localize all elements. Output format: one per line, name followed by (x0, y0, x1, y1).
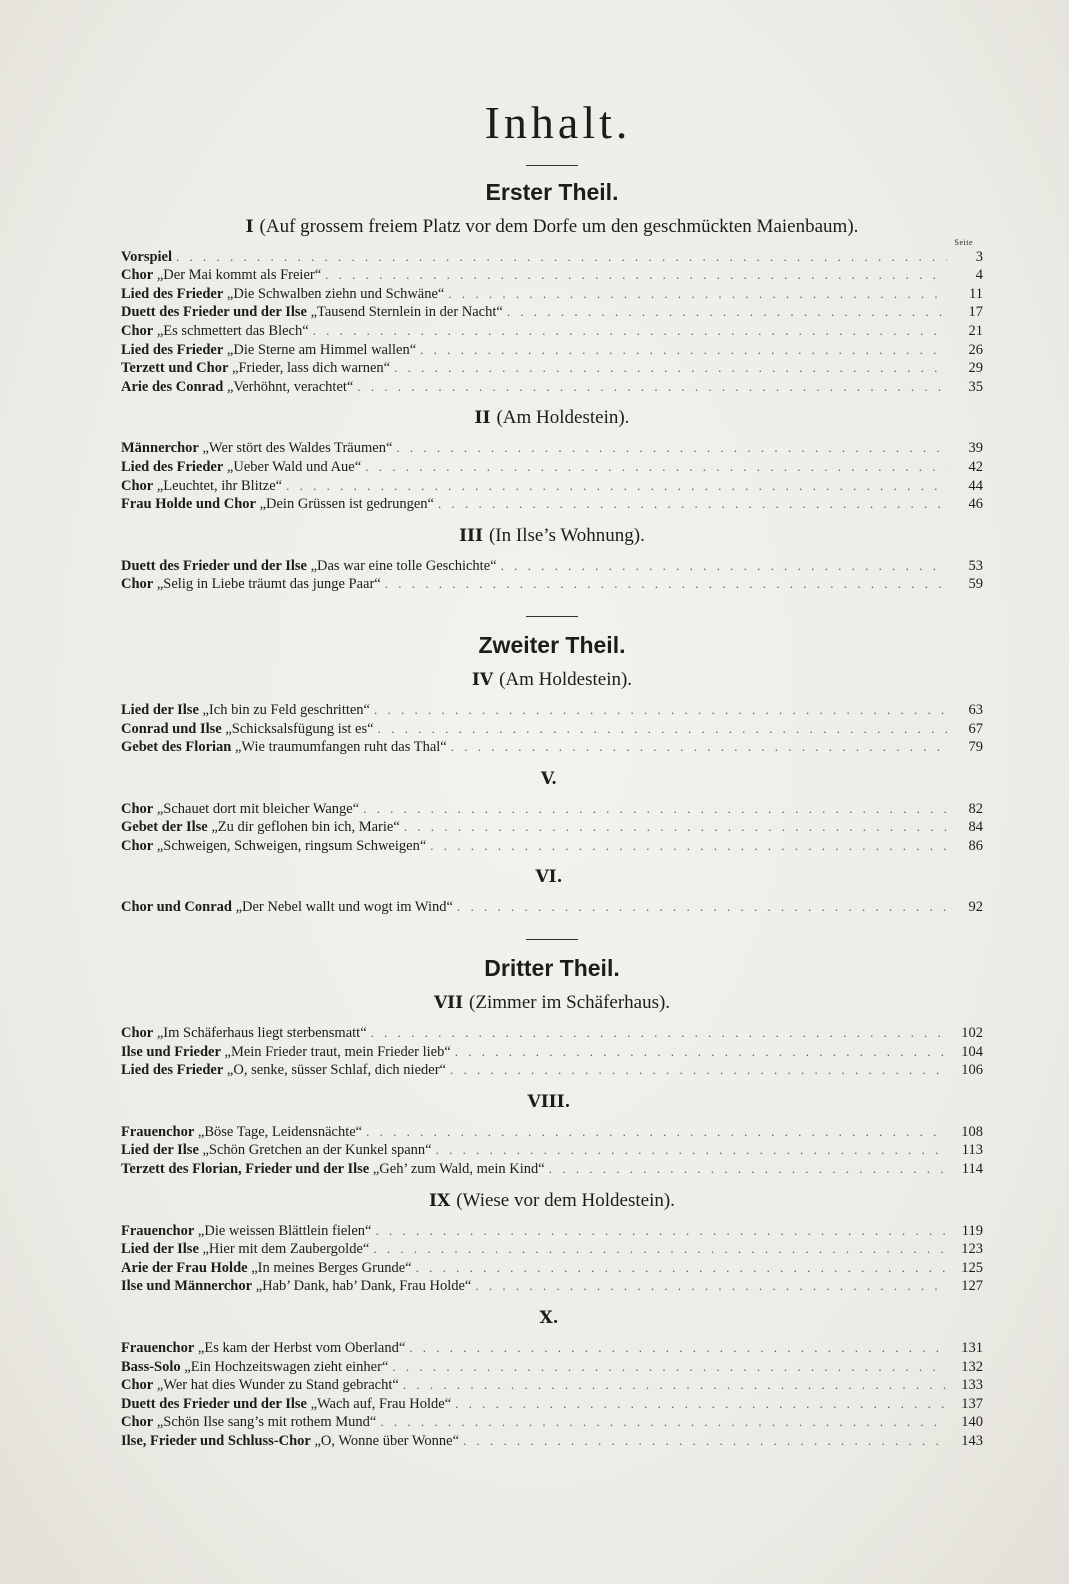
leader-dots (371, 1024, 947, 1042)
entry-label (121, 360, 390, 378)
toc-entry (121, 341, 983, 360)
toc-entry (121, 837, 983, 856)
seite-label: Seite (954, 237, 973, 247)
page-number: 108 (961, 1123, 983, 1140)
entry-performer: Lied der Ilse (121, 1142, 199, 1159)
part-title: Dritter Theil. (484, 955, 620, 982)
leader-dots (403, 1376, 947, 1394)
toc-entry (121, 701, 983, 720)
section-description: (Wiese vor dem Holdestein). (456, 1189, 675, 1211)
heading-spacer (121, 429, 983, 439)
page-number: 17 (968, 304, 983, 321)
leader-dots (438, 495, 947, 513)
leader-dots (380, 1413, 947, 1431)
toc-entry (121, 1376, 983, 1395)
entry-label (121, 558, 497, 576)
leader-dots (325, 266, 947, 284)
section-number: VIII. (527, 1091, 571, 1112)
entry-performer: Männerchor (121, 440, 199, 457)
toc-entry (121, 1123, 983, 1142)
entry-title: „Zu dir geflohen bin ich, Marie“ (207, 819, 400, 836)
section-spacer (121, 1296, 983, 1307)
toc-entry (121, 359, 983, 378)
entry-label (121, 739, 447, 757)
section-spacer (121, 982, 983, 992)
heading-spacer (121, 790, 983, 800)
entry-title: „Der Nebel wallt und wogt im Wind“ (231, 899, 453, 916)
section-number: IX (429, 1190, 451, 1211)
heading-spacer (121, 1329, 983, 1339)
page-number: 21 (968, 322, 983, 339)
entry-performer: Lied des Frieder (121, 285, 224, 302)
entry-title: „Die Sterne am Himmel wallen“ (223, 341, 417, 358)
page-number: 35 (968, 378, 983, 395)
entry-label (121, 1433, 459, 1451)
leader-dots (385, 575, 947, 593)
entry-title: „Verhöhnt, verachtet“ (223, 378, 354, 395)
entry-performer: Chor (121, 800, 154, 817)
section-description: (In Ilse’s Wohnung). (488, 524, 645, 546)
leader-dots (392, 1358, 947, 1376)
leader-dots (451, 738, 947, 756)
section-heading (121, 866, 983, 888)
entry-performer: Gebet des Florian (121, 739, 232, 756)
section-spacer (121, 757, 983, 768)
entry-performer: Vorspiel (121, 248, 173, 265)
entry-title: „Die Schwalben ziehn und Schwäne“ (223, 285, 445, 302)
entry-list (121, 1024, 983, 1080)
section-number: VII (433, 993, 464, 1014)
entry-label (121, 249, 172, 267)
section-spacer (121, 396, 983, 407)
entry-performer: Conrad und Ilse (121, 720, 222, 737)
entry-label (121, 1142, 432, 1160)
leader-dots (409, 1339, 947, 1357)
entry-label (121, 1260, 412, 1278)
leader-dots (507, 303, 947, 321)
entry-performer: Bass-Solo (121, 1358, 181, 1375)
section-number: III (459, 525, 483, 546)
section-heading (121, 525, 983, 547)
toc-entry (121, 248, 983, 267)
entry-performer: Chor (121, 837, 154, 854)
leader-dots (501, 557, 947, 575)
entry-label (121, 379, 353, 397)
entry-performer: Chor (121, 1025, 154, 1042)
page-number: 131 (961, 1340, 983, 1356)
section-spacer (121, 206, 983, 216)
entry-title: „Mein Frieder traut, mein Frieder lieb“ (220, 1043, 451, 1060)
entry-label (121, 819, 400, 837)
entry-title: „Es schmettert das Blech“ (153, 322, 309, 339)
entry-performer: Frauenchor (121, 1123, 195, 1140)
entry-performer: Lied des Frieder (121, 1062, 224, 1079)
entry-label (121, 1359, 388, 1377)
leader-dots (420, 341, 947, 359)
heading-spacer (121, 1014, 983, 1024)
section-heading (121, 669, 983, 691)
entry-title: „Das war eine tolle Geschichte“ (306, 557, 497, 574)
entry-list (121, 1339, 983, 1451)
entry-title: „O, Wonne über Wonne“ (310, 1432, 460, 1449)
part-spacer (121, 594, 983, 616)
entry-label (121, 496, 434, 514)
part-spacer (121, 166, 983, 178)
page-number: 125 (961, 1259, 983, 1276)
leader-dots (176, 248, 947, 266)
page-number: 63 (968, 701, 983, 718)
page-number: 102 (961, 1025, 983, 1042)
page-number: 104 (961, 1043, 983, 1060)
page-number: 67 (968, 720, 983, 737)
entry-title: „Böse Tage, Leidensnächte“ (194, 1123, 363, 1140)
leader-dots (396, 439, 947, 457)
page-number: 4 (975, 267, 983, 284)
leader-dots (475, 1277, 947, 1295)
table-of-contents (121, 98, 983, 1451)
toc-entry (121, 1432, 983, 1451)
heading-spacer (121, 691, 983, 701)
entry-performer: Chor (121, 576, 154, 593)
section-number: X. (539, 1308, 559, 1328)
page-number: 114 (961, 1161, 983, 1178)
entry-title: „Hab’ Dank, hab’ Dank, Frau Holde“ (252, 1278, 472, 1295)
section-description: (Am Holdestein). (496, 407, 630, 429)
toc-entry (121, 1141, 983, 1160)
entry-list (121, 1222, 983, 1296)
entry-label (121, 1062, 446, 1080)
part-title: Zweiter Theil. (478, 631, 626, 658)
entry-title: „Schön Gretchen an der Kunkel spann“ (198, 1142, 432, 1159)
section-heading (121, 1190, 983, 1212)
toc-entry (121, 1277, 983, 1296)
entry-title: „Ueber Wald und Aue“ (223, 458, 362, 475)
section-heading (121, 407, 983, 429)
leader-dots (455, 1395, 947, 1413)
section-description: (Auf grossem freiem Platz vor dem Dorfe um den geschmückten Maienbaum). (259, 215, 859, 237)
leader-dots (366, 1123, 947, 1141)
heading-spacer (121, 888, 983, 898)
toc-entry (121, 575, 983, 594)
leader-dots (363, 800, 947, 818)
page-number: 46 (968, 496, 983, 513)
entry-title: „Schweigen, Schweigen, ringsum Schweigen“ (153, 837, 427, 854)
leader-dots (394, 359, 947, 377)
page-number: 92 (968, 899, 983, 916)
section-spacer (121, 659, 983, 669)
page-number: 44 (968, 477, 983, 494)
entry-label (121, 801, 359, 819)
leader-dots (455, 1043, 947, 1061)
page-number: 3 (975, 248, 983, 265)
section-number: II (474, 408, 491, 429)
page-number: 143 (961, 1432, 983, 1449)
toc-entry (121, 477, 983, 496)
entry-label (121, 304, 503, 322)
leader-dots (436, 1141, 947, 1159)
page-number: 133 (961, 1377, 983, 1394)
entry-label (121, 899, 453, 917)
entry-performer: Arie des Conrad (121, 378, 224, 395)
entry-performer: Frauenchor (121, 1340, 195, 1356)
entry-title: „Frieder, lass dich warnen“ (228, 360, 391, 377)
entry-label (121, 1377, 399, 1395)
page-number: 82 (968, 800, 983, 817)
toc-entry (121, 1222, 983, 1241)
entry-label (121, 721, 374, 739)
entry-list (121, 898, 983, 917)
toc-entry (121, 818, 983, 837)
entry-title: „Dein Grüssen ist gedrungen“ (255, 496, 434, 513)
entry-performer: Arie der Frau Holde (121, 1259, 248, 1276)
page-number: 86 (968, 837, 983, 854)
section-description: (Am Holdestein). (499, 668, 633, 690)
toc-entry (121, 1240, 983, 1259)
leader-dots (365, 458, 947, 476)
entry-title: „Wach auf, Frau Holde“ (306, 1395, 452, 1412)
leader-dots (430, 837, 947, 855)
toc-entry (121, 495, 983, 514)
toc-entry (121, 458, 983, 477)
page-number: 119 (961, 1222, 983, 1239)
page-number: 127 (961, 1278, 983, 1295)
section-heading (121, 992, 983, 1014)
entry-list (121, 701, 983, 757)
page-number: 113 (961, 1142, 983, 1159)
entry-performer: Ilse, Frieder und Schluss-Chor (121, 1432, 311, 1449)
heading-spacer (121, 547, 983, 557)
entry-performer: Lied des Frieder (121, 341, 224, 358)
entry-title: „Leuchtet, ihr Blitze“ (153, 477, 283, 494)
entry-list (121, 557, 983, 594)
toc-entry (121, 1395, 983, 1414)
leader-dots (313, 322, 947, 340)
entry-performer: Chor und Conrad (121, 899, 232, 916)
section-heading (121, 1091, 983, 1113)
entry-title: „Wie traumumfangen ruht das Thal“ (231, 739, 447, 756)
section-number: VI. (535, 867, 563, 888)
entry-title: „In meines Berges Grunde“ (247, 1259, 412, 1276)
entry-title: „Tausend Sternlein in der Nacht“ (306, 304, 503, 321)
entry-performer: Chor (121, 1377, 154, 1394)
toc-entry (121, 1413, 983, 1432)
leader-dots (373, 1240, 947, 1258)
page-title: Inhalt. (484, 97, 632, 148)
entry-label (121, 1161, 545, 1179)
entry-title: „Schön Ilse sang’s mit rothem Mund“ (153, 1414, 377, 1431)
entry-label (121, 1340, 405, 1358)
entry-performer: Duett des Frieder und der Ilse (121, 557, 307, 574)
entry-title: „Schicksalsfügung ist es“ (221, 720, 374, 737)
toc-entry (121, 1339, 983, 1358)
toc-entry (121, 1024, 983, 1043)
part-spacer (121, 917, 983, 939)
entry-performer: Ilse und Männerchor (121, 1278, 253, 1295)
entry-title: „O, senke, süsser Schlaf, dich nieder“ (223, 1062, 446, 1079)
part-spacer (121, 617, 983, 631)
leader-dots (549, 1160, 947, 1178)
leader-dots (450, 1061, 947, 1079)
toc-entry (121, 557, 983, 576)
leader-dots (416, 1259, 947, 1277)
part-spacer (121, 940, 983, 954)
section-spacer (121, 1080, 983, 1091)
page-number: 140 (961, 1414, 983, 1431)
heading-spacer (121, 1212, 983, 1222)
entry-performer: Lied des Frieder (121, 458, 224, 475)
entry-title: „Hier mit dem Zaubergolde“ (198, 1241, 370, 1258)
toc-entry (121, 266, 983, 285)
toc-entry (121, 738, 983, 757)
entry-list (121, 800, 983, 856)
toc-entry (121, 439, 983, 458)
entry-label (121, 1025, 367, 1043)
entry-title: „Im Schäferhaus liegt sterbensmatt“ (153, 1025, 367, 1042)
leader-dots (374, 701, 947, 719)
page-number: 53 (968, 557, 983, 574)
page-number: 11 (969, 285, 983, 302)
entry-performer: Gebet der Ilse (121, 819, 208, 836)
entry-label (121, 702, 370, 720)
page-number: 106 (961, 1062, 983, 1079)
entry-title: „Ich bin zu Feld geschritten“ (198, 701, 370, 718)
entry-title: „Selig in Liebe träumt das junge Paar“ (153, 576, 381, 593)
entry-title: „Es kam der Herbst vom Oberland“ (194, 1340, 406, 1356)
entry-title: „Der Mai kommt als Freier“ (153, 267, 322, 284)
leader-dots (378, 720, 947, 738)
section-number: V. (540, 768, 558, 789)
page-number: 59 (968, 576, 983, 593)
entry-label (121, 1241, 369, 1259)
entry-list (121, 1123, 983, 1179)
section-spacer (121, 1179, 983, 1190)
page-number: 132 (961, 1358, 983, 1375)
entry-performer: Lied der Ilse (121, 1241, 199, 1258)
entry-label (121, 342, 416, 360)
page-number: 39 (968, 440, 983, 457)
parts-container (121, 166, 983, 1451)
toc-entry (121, 1259, 983, 1278)
entry-label (121, 440, 392, 458)
page-number: 79 (968, 739, 983, 756)
entry-label (121, 1396, 451, 1414)
entry-title: „Wer stört des Waldes Träumen“ (198, 440, 393, 457)
entry-performer: Terzett des Florian, Frieder und der Ilse (121, 1161, 370, 1178)
entry-label (121, 459, 361, 477)
section-number: IV (471, 669, 494, 690)
page-number: 29 (968, 360, 983, 377)
entry-label (121, 1223, 371, 1241)
page-number: 123 (961, 1241, 983, 1258)
toc-entry (121, 800, 983, 819)
leader-dots (448, 285, 947, 303)
entry-label (121, 1044, 451, 1062)
entry-label (121, 286, 444, 304)
entry-performer: Lied der Ilse (121, 701, 199, 718)
toc-entry (121, 303, 983, 322)
entry-label (121, 267, 321, 285)
entry-label (121, 1414, 376, 1432)
section-spacer (121, 514, 983, 525)
entry-title: „Geh’ zum Wald, mein Kind“ (369, 1161, 545, 1178)
entry-performer: Chor (121, 477, 154, 494)
entry-list (121, 439, 983, 513)
leader-dots (286, 477, 947, 495)
toc-entry (121, 1043, 983, 1062)
entry-label (121, 1124, 362, 1142)
section-heading (121, 216, 983, 238)
entry-label (121, 323, 309, 341)
page-number: 137 (961, 1395, 983, 1412)
entry-title: „Wer hat dies Wunder zu Stand gebracht“ (153, 1377, 399, 1394)
section-spacer (121, 855, 983, 866)
entry-performer: Duett des Frieder und der Ilse (121, 1395, 307, 1412)
entry-label (121, 1278, 471, 1296)
leader-dots (463, 1432, 947, 1450)
leader-dots (404, 818, 947, 836)
toc-entry (121, 1358, 983, 1377)
page-number: 84 (968, 819, 983, 836)
entry-list (121, 248, 983, 397)
section-heading (121, 768, 983, 790)
entry-performer: Chor (121, 267, 154, 284)
toc-entry (121, 898, 983, 917)
entry-title: „Die weissen Blättlein fielen“ (194, 1222, 372, 1239)
entry-performer: Frauenchor (121, 1222, 195, 1239)
leader-dots (357, 378, 947, 396)
page-number: 26 (968, 341, 983, 358)
entry-label (121, 838, 426, 856)
entry-performer: Chor (121, 1414, 154, 1431)
entry-label (121, 576, 381, 594)
entry-performer: Frau Holde und Chor (121, 496, 256, 513)
toc-entry (121, 285, 983, 304)
entry-performer: Duett des Frieder und der Ilse (121, 304, 307, 321)
entry-performer: Terzett und Chor (121, 360, 229, 377)
section-number: I (245, 216, 254, 237)
leader-dots (457, 898, 947, 916)
entry-performer: Ilse und Frieder (121, 1043, 221, 1060)
toc-entry (121, 720, 983, 739)
toc-entry (121, 1061, 983, 1080)
toc-entry (121, 378, 983, 397)
entry-title: „Ein Hochzeitswagen zieht einher“ (180, 1358, 389, 1375)
toc-entry (121, 322, 983, 341)
heading-spacer (121, 1113, 983, 1123)
entry-title: „Schauet dort mit bleicher Wange“ (153, 800, 360, 817)
leader-dots (375, 1222, 947, 1240)
section-heading (121, 1307, 983, 1329)
page-number: 42 (968, 458, 983, 475)
part-title: Erster Theil. (485, 178, 619, 205)
section-description: (Zimmer im Schäferhaus). (469, 992, 671, 1014)
toc-entry (121, 1160, 983, 1179)
entry-label (121, 478, 282, 496)
entry-performer: Chor (121, 322, 154, 339)
